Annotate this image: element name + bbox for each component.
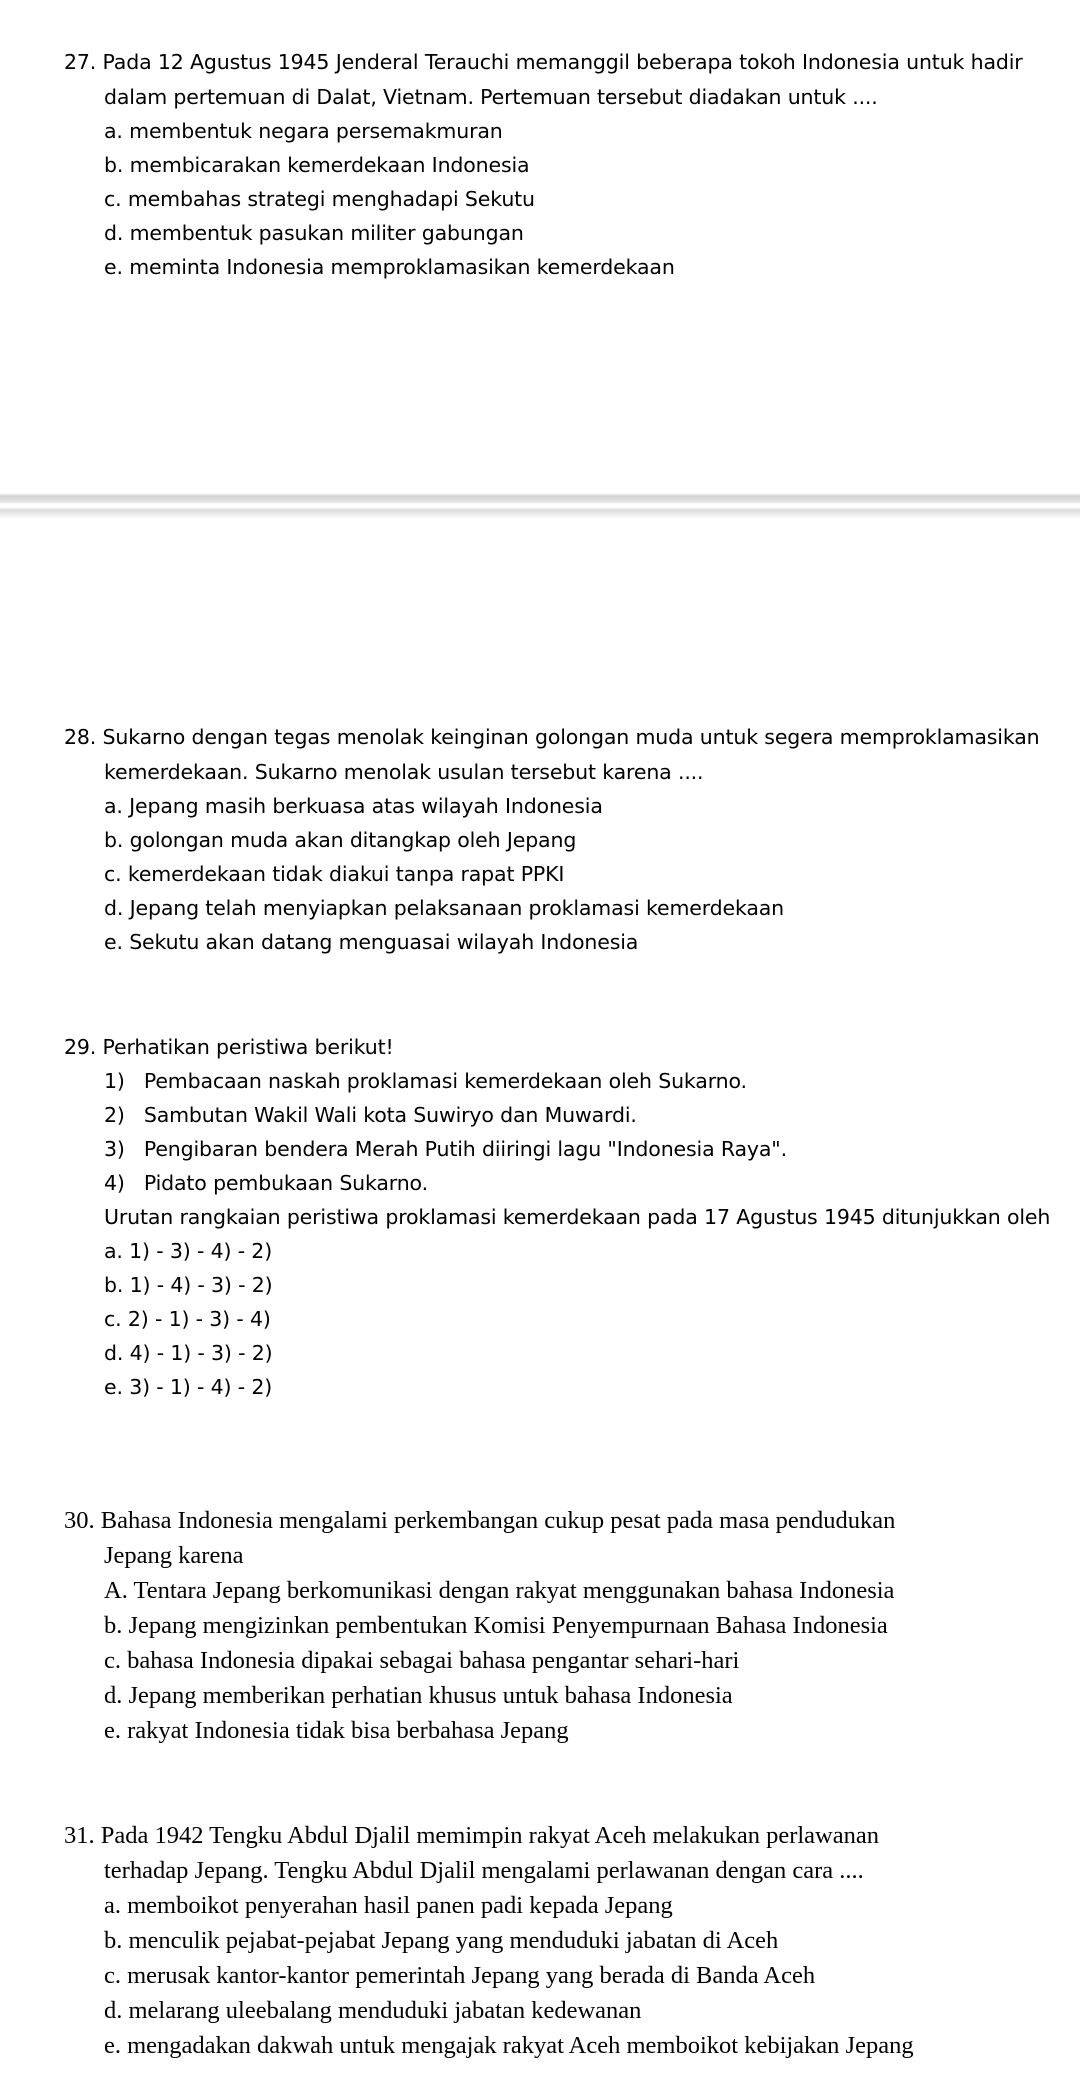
question-29-option-e: e. 3) - 1) - 4) - 2): [104, 1375, 273, 1399]
question-29-option-b: b. 1) - 4) - 3) - 2): [104, 1273, 273, 1297]
question-31-stem-line-2: terhadap Jepang. Tengku Abdul Djalil mengalami perlawanan dengan cara ....: [104, 1857, 864, 1884]
question-28-stem-line-1: 28. Sukarno dengan tegas menolak keinginan golongan muda untuk segera memproklamasikan: [64, 725, 1040, 749]
question-29-event-4: 4) Pidato pembukaan Sukarno.: [104, 1171, 428, 1195]
question-29-stem-line-2: Urutan rangkaian peristiwa proklamasi kemerdekaan pada 17 Agustus 1945 ditunjukkan oleh: [104, 1205, 1051, 1229]
question-30-stem-line-1: 30. Bahasa Indonesia mengalami perkembangan cukup pesat pada masa pendudukan: [64, 1507, 896, 1534]
page-divider: [0, 493, 1080, 519]
question-31-option-d: d. melarang uleebalang menduduki jabatan kedewanan: [104, 1997, 642, 2024]
question-29-option-a: a. 1) - 3) - 4) - 2): [104, 1239, 273, 1263]
question-27-stem-line-2: dalam pertemuan di Dalat, Vietnam. Pertemuan tersebut diadakan untuk ....: [104, 85, 878, 109]
question-30-option-e: e. rakyat Indonesia tidak bisa berbahasa Jepang: [104, 1717, 569, 1744]
question-27-option-c: c. membahas strategi menghadapi Sekutu: [104, 187, 535, 211]
question-29-event-3: 3) Pengibaran bendera Merah Putih diiringi lagu "Indonesia Raya".: [104, 1137, 787, 1161]
question-29-option-d: d. 4) - 1) - 3) - 2): [104, 1341, 273, 1365]
question-29-event-1: 1) Pembacaan naskah proklamasi kemerdekaan oleh Sukarno.: [104, 1069, 747, 1093]
question-28-option-b: b. golongan muda akan ditangkap oleh Jepang: [104, 828, 577, 852]
question-30-stem-line-2: Jepang karena: [104, 1542, 244, 1569]
question-31-stem-line-1: 31. Pada 1942 Tengku Abdul Djalil memimpin rakyat Aceh melakukan perlawanan: [64, 1822, 879, 1849]
question-29-option-c: c. 2) - 1) - 3) - 4): [104, 1307, 271, 1331]
question-28-option-d: d. Jepang telah menyiapkan pelaksanaan proklamasi kemerdekaan: [104, 896, 784, 920]
question-28-stem-line-2: kemerdekaan. Sukarno menolak usulan tersebut karena ....: [104, 760, 704, 784]
question-29-event-2: 2) Sambutan Wakil Wali kota Suwiryo dan Muwardi.: [104, 1103, 637, 1127]
question-29-stem-line-1: 29. Perhatikan peristiwa berikut!: [64, 1035, 394, 1059]
question-27-option-a: a. membentuk negara persemakmuran: [104, 119, 503, 143]
question-31-option-e: e. mengadakan dakwah untuk mengajak rakyat Aceh memboikot kebijakan Jepang: [104, 2032, 914, 2059]
question-27-stem-line-1: 27. Pada 12 Agustus 1945 Jenderal Terauchi memanggil beberapa tokoh Indonesia untuk hadir: [64, 50, 1023, 74]
question-30-option-a: A. Tentara Jepang berkomunikasi dengan rakyat menggunakan bahasa Indonesia: [104, 1577, 895, 1604]
question-27-option-b: b. membicarakan kemerdekaan Indonesia: [104, 153, 530, 177]
question-27-option-d: d. membentuk pasukan militer gabungan: [104, 221, 524, 245]
question-31-option-b: b. menculik pejabat-pejabat Jepang yang menduduki jabatan di Aceh: [104, 1927, 779, 1954]
question-28-option-a: a. Jepang masih berkuasa atas wilayah Indonesia: [104, 794, 603, 818]
question-30-option-d: d. Jepang memberikan perhatian khusus untuk bahasa Indonesia: [104, 1682, 733, 1709]
question-31-option-a: a. memboikot penyerahan hasil panen padi kepada Jepang: [104, 1892, 673, 1919]
question-28-option-e: e. Sekutu akan datang menguasai wilayah Indonesia: [104, 930, 639, 954]
question-27-option-e: e. meminta Indonesia memproklamasikan kemerdekaan: [104, 255, 675, 279]
question-30-option-b: b. Jepang mengizinkan pembentukan Komisi Penyempurnaan Bahasa Indonesia: [104, 1612, 888, 1639]
question-28-option-c: c. kemerdekaan tidak diakui tanpa rapat PPKI: [104, 862, 565, 886]
question-31-option-c: c. merusak kantor-kantor pemerintah Jepang yang berada di Banda Aceh: [104, 1962, 816, 1989]
question-30-option-c: c. bahasa Indonesia dipakai sebagai bahasa pengantar sehari-hari: [104, 1647, 740, 1674]
